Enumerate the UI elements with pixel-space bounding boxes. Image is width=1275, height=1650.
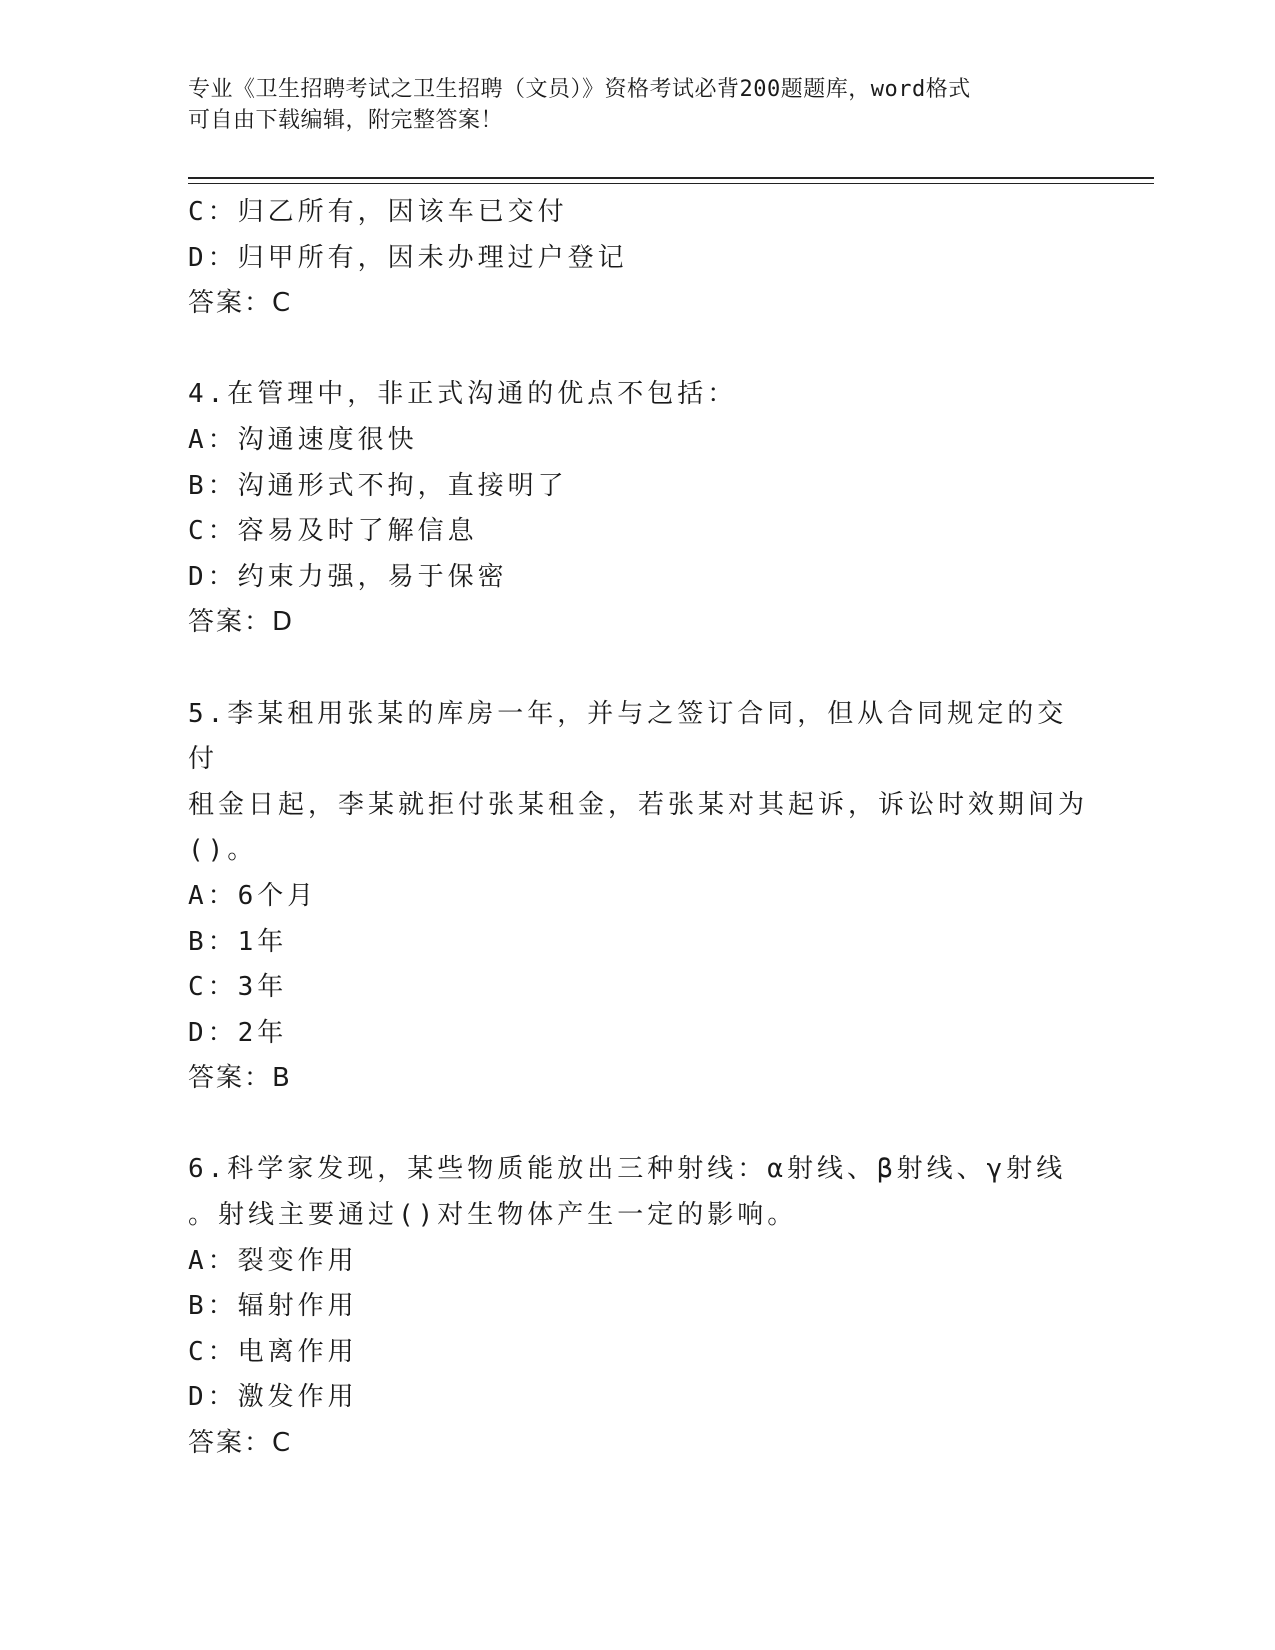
question-3: [188, 190, 1088, 327]
header-divider-thin: [188, 183, 1154, 184]
option-b: B：1年: [188, 926, 288, 957]
option-d: D：归甲所有，因未办理过户登记: [188, 242, 628, 273]
question-stem-line-1: 6.科学家发现，某些物质能放出三种射线：α射线、β射线、γ射线: [188, 1154, 1067, 1185]
question-list: [188, 190, 1088, 1467]
question-4: [188, 372, 1088, 646]
header-title-line-1: 专业《卫生招聘考试之卫生招聘（文员）》资格考试必背200题题库，word格式: [188, 77, 971, 102]
header-title-line-2: 可自由下载编辑，附完整答案！: [188, 108, 504, 133]
option-d: D：约束力强，易于保密: [188, 561, 508, 592]
question-stem-line-1: 5.李某租用张某的库房一年，并与之签订合同，但从合同规定的交付: [188, 698, 1068, 775]
option-a: A：裂变作用: [188, 1245, 358, 1276]
question-stem: 4.在管理中，非正式沟通的优点不包括：: [188, 379, 738, 410]
option-c: C：3年: [188, 972, 288, 1003]
option-d: D：激发作用: [188, 1382, 358, 1413]
option-a: A：沟通速度很快: [188, 424, 418, 455]
option-c: C：电离作用: [188, 1336, 358, 1367]
question-stem-line-3: ()。: [188, 835, 258, 866]
question-5: [188, 692, 1088, 1102]
document-header: [188, 74, 1088, 136]
header-divider-thick: [188, 177, 1154, 179]
spacer: [188, 646, 1088, 692]
answer: 答案：B: [188, 1063, 292, 1094]
question-stem-line-2: 。射线主要通过()对生物体产生一定的影响。: [188, 1200, 798, 1231]
answer: 答案：C: [188, 288, 293, 319]
option-b: B：辐射作用: [188, 1291, 358, 1322]
question-stem-line-2: 租金日起，李某就拒付张某租金，若张某对其起诉，诉讼时效期间为: [188, 789, 1089, 820]
spacer: [188, 1102, 1088, 1148]
answer: 答案：C: [188, 1428, 293, 1459]
option-a: A：6个月: [188, 880, 318, 911]
option-d: D：2年: [188, 1017, 288, 1048]
option-c: C：归乙所有，因该车已交付: [188, 197, 568, 227]
option-c: C：容易及时了解信息: [188, 516, 478, 547]
question-6: [188, 1147, 1088, 1466]
option-b: B：沟通形式不拘，直接明了: [188, 470, 568, 501]
spacer: [188, 327, 1088, 373]
answer: 答案：D: [188, 607, 295, 638]
